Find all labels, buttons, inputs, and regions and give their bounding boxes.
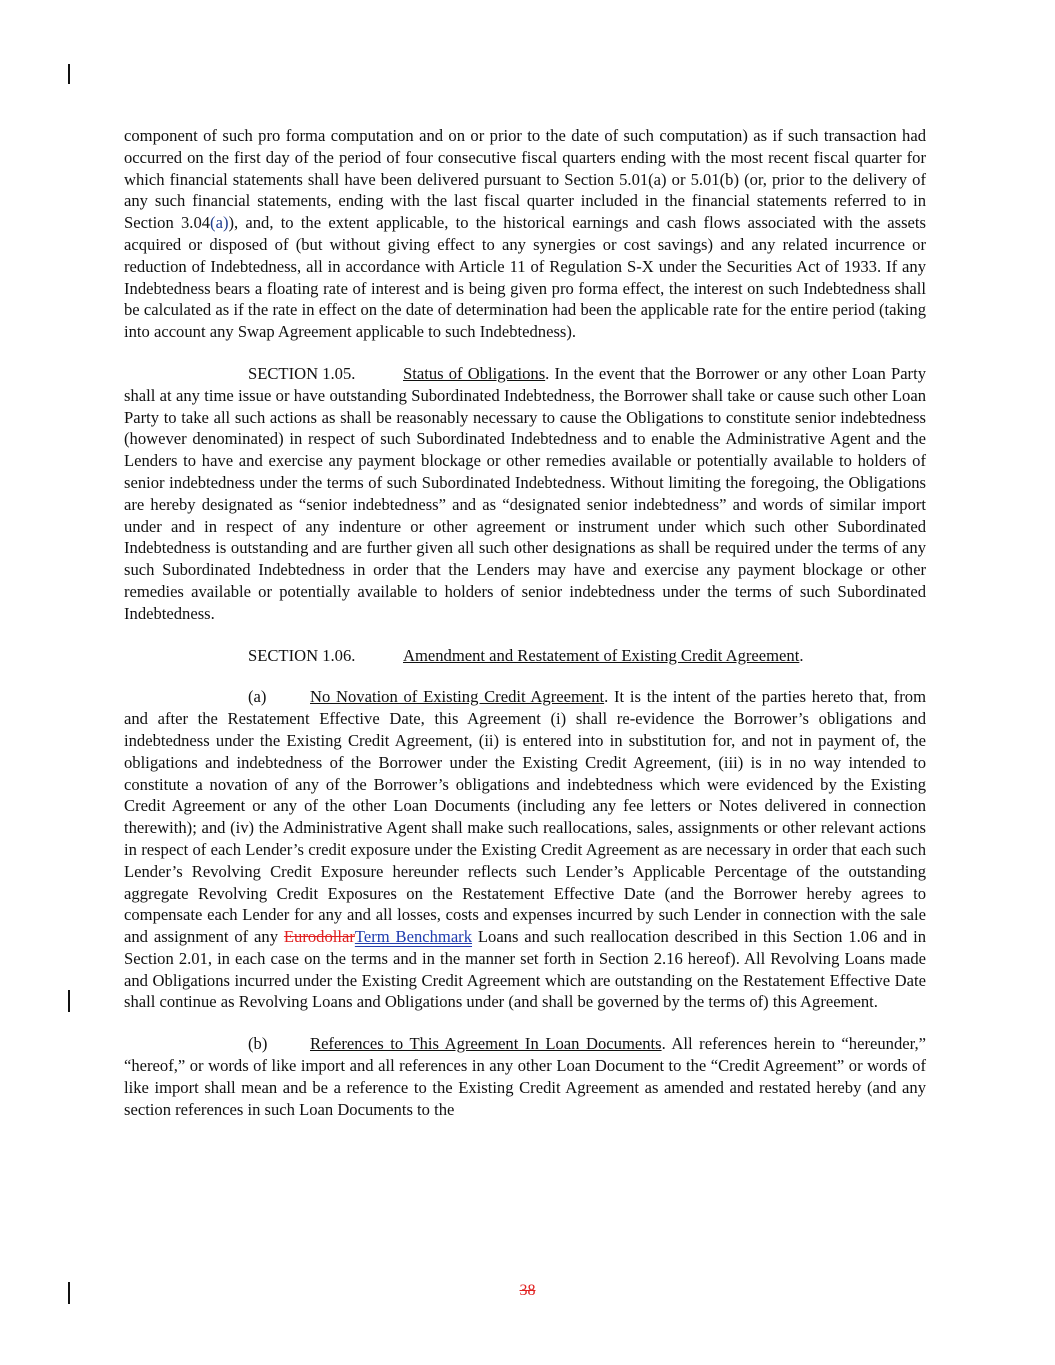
change-bar-top [68, 64, 70, 84]
clause-b-title: References to This Agreement In Loan Documents [310, 1034, 662, 1054]
inserted-text: Term Benchmark [354, 927, 473, 947]
clause-a-body-b: Loans and such reallocation described in this Section 1.06 and in Section 2.01, in each case on the terms and in the manner set forth in Section 2.16 hereof). All Revolving Loans made and Obligations incurred under the Existing Credit Agreement which are outstanding on the Restatement Effective Date shall continue as Revolving Loans and Obligations under (and shall be governed by the terms of) this Agreement. [124, 927, 926, 1012]
section-1-06-end: . [799, 645, 804, 665]
intro-paragraph [124, 125, 926, 343]
section-1-05-number: SECTION 1.05. [248, 363, 356, 383]
clause-a-body-a: . It is the intent of the parties hereto that, from and after the Restatement Effective Date, this Agreement (i) shall re-evidence the Borrower’s obligations and indebtedness under the Existing Credit Agreement, (ii) is entered into in substitution for, and not in payment of, the obligations and indebtedness of the Borrower under the Existing Credit Agreement, (iii) is in no way intended to constitute a novation of any of the Borrower’s obligations and indebtedness which were evidenced by the Existing Credit Agreement or any of the other Loan Documents (including any fee letters or Notes delivered in connection therewith); and (iv) the Administrative Agent shall make such reallocations, sales, assignments or other relevant actions in respect of each Lender’s credit exposure under the Existing Credit Agreement as are necessary in order that each such Lender’s Revolving Credit Exposure hereunder reflects such Lender’s Applicable Percentage of the outstanding aggregate Revolving Credit Exposures on the Restatement Effective Date (and the Borrower hereby agrees to compensate each Lender for any and all losses, costs and expenses incurred by such Lender in connection with the sale and assignment of any [124, 687, 926, 947]
section-1-05 [124, 363, 926, 625]
clause-b-body: . All references herein to “hereunder,” “hereof,” or words of like import and all references in any other Loan Document to the “Credit Agreement” or words of like import shall mean and be a reference to the Existing Credit Agreement as amended and restated hereby (and any section references in such Loan Documents to the [124, 1034, 926, 1119]
section-1-06-number: SECTION 1.06. [248, 645, 356, 665]
page-number: 38 [519, 1282, 536, 1299]
intro-text-b: ), and, to the extent applicable, to the historical earnings and cash flows associated with the assets acquired or disposed of (but without giving effect to any synergies or cost savings) and any related incurrence or reduction of Indebtedness, all in accordance with Article 11 of Regulation S-X under the Securities Act of 1933. If any Indebtedness bears a floating rate of interest and is being given pro forma effect, the interest on such Indebtedness shall be calculated as if the rate in effect on the date of determination had been the applicable rate for the entire period (taking into account any Swap Agreement applicable to such Indebtedness). [124, 213, 926, 342]
document-page [124, 125, 926, 1140]
clause-b [124, 1033, 926, 1120]
section-1-06-heading [124, 645, 926, 667]
change-bar-middle [68, 990, 70, 1012]
section-1-06-title: Amendment and Restatement of Existing Credit Agreement [403, 645, 800, 665]
section-1-05-title: Status of Obligations [403, 363, 546, 383]
clause-a-label: (a) [248, 687, 267, 707]
deleted-text: Eurodollar [283, 927, 355, 947]
clause-a-title: No Novation of Existing Credit Agreement [310, 687, 605, 707]
clause-b-label: (b) [248, 1034, 268, 1054]
section-1-05-body: . In the event that the Borrower or any other Loan Party shall at any time issue or have outstanding Subordinated Indebtedness, the Borrower shall take or cause such other Loan Party to take all such actions as shall be reasonably necessary to cause the Obligations to constitute senior indebtedness (however denominated) in respect of such Subordinated Indebtedness and to enable the Administrative Agent and the Lenders to have and exercise any payment blockage or other remedies available or potentially available to holders of senior indebtedness under the terms of such Subordinated Indebtedness. Without limiting the foregoing, the Obligations are hereby designated as “senior indebtedness” and as “designated senior indebtedness” and words of similar import under and in respect of any indenture or other agreement or instrument under which such other Subordinated Indebtedness is outstanding and are further given all such other designations as shall be required under the terms of any such Subordinated Indebtedness in order that the Lenders may have and exercise any payment blockage or other remedies available or potentially available to holders of senior indebtedness under the terms of such Subordinated Indebtedness. [124, 363, 926, 623]
intro-text-a: component of such pro forma computation and on or prior to the date of such computation) as if such transaction had occurred on the first day of the period of four consecutive fiscal quarters ending with the most recent fiscal quarter for which financial statements shall have been delivered pursuant to Section 5.01(a) or 5.01(b) (or, prior to the delivery of any such financial statements, ending with the last fiscal quarter included in the financial statements referred to in Section 3.04 [124, 126, 926, 233]
clause-a [124, 686, 926, 1013]
section-reference-link[interactable]: (a) [210, 213, 229, 233]
